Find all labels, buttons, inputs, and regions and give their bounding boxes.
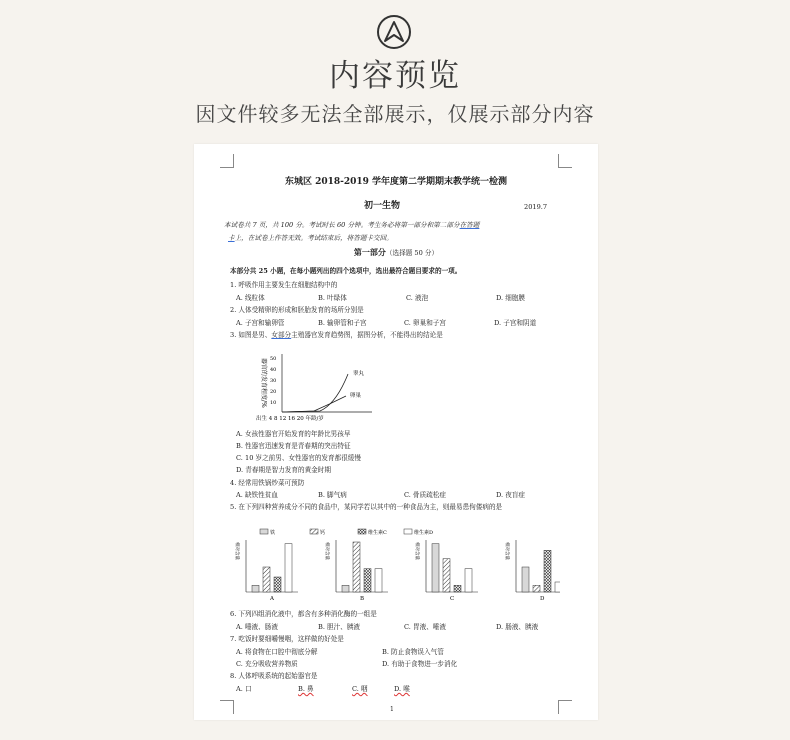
question-4: 4. 经常用铁锅炒菜可预防: [230, 479, 305, 487]
option: B. 鼻: [298, 685, 314, 693]
y-tick: 50: [270, 356, 277, 362]
legend-label: 铁: [270, 530, 276, 536]
question-1: 1. 呼吸作用主要发生在细胞结构中的: [230, 281, 338, 289]
legend-swatch: [310, 529, 318, 534]
option: C. 液泡: [406, 294, 429, 302]
bar: [353, 542, 360, 592]
doc-subject: 初一生物: [364, 201, 401, 211]
option: D. 夜盲症: [496, 491, 526, 499]
crop-mark: [220, 700, 234, 714]
option: C. 10 岁之前男、女性器官的发育都很缓慢: [236, 454, 361, 462]
chart-ylabel: 相对含量: [324, 542, 329, 560]
option: A. 唾液、肠液: [236, 623, 278, 631]
bar: [432, 544, 439, 592]
chart-label: B: [360, 596, 365, 602]
option: D. 子宫和阴道: [494, 319, 537, 327]
bar: [364, 569, 371, 592]
bar: [342, 585, 349, 592]
ovary-label: 卵巢: [350, 393, 362, 399]
bar: [274, 577, 281, 592]
option: D. 青春期是智力发育的黄金时期: [236, 466, 331, 474]
page-subtitle: 因文件较多无法全部展示，仅展示部分内容: [195, 102, 595, 126]
nutrition-bar-charts: [230, 526, 560, 602]
chart-label: D: [540, 596, 545, 602]
legend-swatch: [358, 529, 366, 534]
bar: [252, 585, 259, 592]
option: A. 线粒体: [236, 294, 265, 302]
logo-icon: [376, 14, 412, 50]
option: C. 胃液、唾液: [404, 623, 446, 631]
legend-label: 维生素D: [414, 530, 434, 536]
bar: [375, 569, 382, 592]
document-preview: [194, 144, 598, 720]
option: C. 卵巢和子宫: [404, 319, 446, 327]
chart-ylabel: 相对含量: [504, 542, 509, 560]
legend-swatch: [404, 529, 412, 534]
option: D. 有助于食物进一步消化: [382, 660, 458, 668]
page-title: 内容预览: [329, 58, 461, 94]
option: B. 胆汁、胰液: [318, 623, 361, 631]
y-tick: 40: [270, 367, 277, 373]
graph-ylabel: 器官的发育程度/%: [260, 358, 267, 408]
option: B. 性器官迅速发育是青春期的突出特征: [236, 442, 351, 450]
bar: [285, 544, 292, 592]
bar: [544, 550, 551, 592]
option: A. 缺铁性贫血: [236, 491, 278, 499]
y-tick: 10: [270, 400, 277, 406]
chart-ylabel: 相对含量: [234, 542, 239, 560]
option: A. 子宫和输卵管: [236, 319, 285, 327]
option: A. 将食物在口腔中彻底分解: [236, 648, 318, 656]
option: A. 女孩性器官开始发育的年龄比男孩早: [236, 430, 351, 438]
option: C. 咽: [352, 685, 368, 693]
y-tick: 30: [270, 378, 277, 384]
question-5: 5. 在下列四种营养成分不同的食品中，某同学若以其中的一种食品为主，则最易患佝偻病的是: [230, 503, 503, 511]
bar: [454, 585, 461, 592]
development-graph: [256, 352, 416, 424]
question-6: 6. 下列四组消化液中，都含有多种消化酶的一组是: [230, 610, 377, 618]
testis-line: [282, 374, 348, 412]
chart-ylabel: 相对含量: [414, 542, 419, 560]
option: C. 充分吸收营养物质: [236, 660, 298, 668]
bar: [533, 585, 540, 592]
question-7: 7. 吃饭时要细嚼慢咽，这样做的好处是: [230, 635, 344, 643]
doc-title: 东城区 2018-2019 学年度第二学期期末教学统一检测: [284, 177, 508, 187]
instructions: 本部分共 25 小题，在每小题列出的四个选项中，选出最符合题目要求的一项。: [230, 267, 462, 275]
option: D. 肠液、胰液: [496, 623, 539, 631]
chart-label: A: [270, 596, 274, 602]
crop-mark: [558, 700, 572, 714]
option: B. 叶绿体: [318, 294, 347, 302]
option: B. 脚气病: [318, 491, 347, 499]
crop-mark: [220, 154, 234, 168]
testis-label: 睾丸: [353, 371, 365, 377]
bar: [465, 569, 472, 592]
crop-mark: [558, 154, 572, 168]
section-title: 第一部分（选择题 50 分）: [353, 247, 439, 257]
question-8: 8. 人体呼吸系统的起始器官是: [230, 672, 318, 680]
option: D. 喉: [394, 685, 410, 693]
option: C. 骨质疏松症: [404, 491, 446, 499]
bar: [443, 559, 450, 592]
question-2: 2. 人体受精卵的形成和胚胎发育的场所分别是: [230, 306, 364, 314]
legend-swatch: [260, 529, 268, 534]
question-3: 3. 如图是男、女部分主殖器官发育趋势图，据图分析，不能得出的结论是: [230, 331, 443, 339]
legend-label: 维生素C: [368, 530, 387, 536]
bar: [263, 567, 270, 592]
doc-date: 2019.7: [524, 203, 548, 211]
option: D. 细胞膜: [496, 294, 526, 302]
page-number: 1: [390, 706, 394, 713]
option: B. 防止食物误入气管: [382, 648, 444, 656]
bar: [522, 567, 529, 592]
intro-line-2: 卡上，在试卷上作答无效。考试结束后，将答题卡交回。: [228, 234, 393, 242]
intro-line-1: 本试卷共 7 页，共 100 分。考试时长 60 分钟。考生务必将第一部分和第二部分在答题: [224, 221, 480, 229]
bar: [555, 582, 560, 592]
y-tick: 20: [270, 389, 277, 395]
x-axis-caption: 出生 4 8 12 16 20 年龄/岁: [256, 416, 324, 422]
option: A. 口: [236, 685, 252, 693]
legend-label: 钙: [320, 530, 326, 536]
chart-label: C: [450, 596, 455, 602]
ovary-line: [282, 396, 346, 412]
option: B. 输卵管和子宫: [318, 319, 367, 327]
